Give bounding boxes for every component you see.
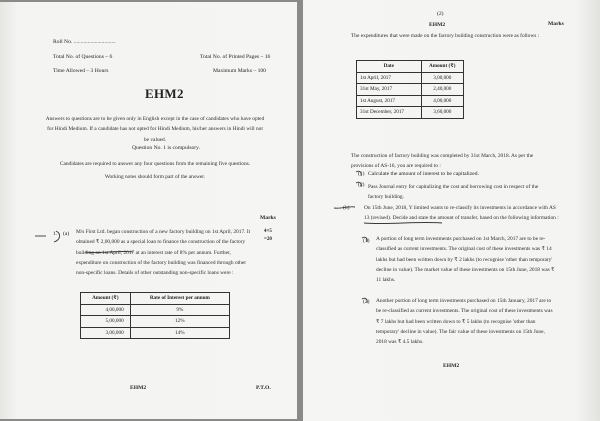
footer-pto: P.T.O. (256, 385, 271, 391)
table-row (81, 327, 230, 339)
table-cell: 3,00,000 (421, 72, 463, 84)
table-cell: 4,00,000 (81, 304, 131, 316)
requirement-1-label: (1) (358, 171, 365, 177)
maximum-marks: Maximum Marks – 100 (213, 68, 266, 74)
table-cell: 1st August, 2017 (357, 95, 422, 107)
table-row (81, 304, 230, 316)
footer-paper-code: EHM2 (443, 363, 460, 369)
table-cell: 9% (130, 304, 229, 316)
question-1a-text: M/s First Ltd. began construction of a new factory building on 1st April, 2017. It obtained ₹ 2,00,000 as a special loan to finance the construction of the factory building on 1st April, 2017 at an interest rate of 8% per annum. Further, expenditure on construction of the factory building was financed through other non-specific loans. Details of other outstanding non-specific loans were : (76, 229, 251, 277)
pen-annotation-mark (34, 228, 64, 244)
question-paper-page-2 (303, 0, 600, 421)
roll-number-field: Roll No. .............................. (53, 39, 116, 45)
loan-table (80, 292, 230, 339)
table-row (357, 95, 464, 107)
table-cell: 5,00,000 (81, 316, 131, 328)
table-cell: 14% (130, 327, 229, 339)
table-header-cell: Rate of Interest per annum (130, 293, 229, 305)
table-cell: 12% (130, 316, 229, 328)
question-paper-page-1 (0, 2, 297, 419)
page-number: (2) (437, 11, 444, 17)
point-2-text: Another portion of long term investments purchased on 15th January, 2017 are to be re-classified as current investments. The original cost of these investments was ₹ 7 lakhs but had been written down to ₹ 5 lakhs (to recognise 'other than temporary' decline in value). The fair value of these investments on 15th June, 2018 was ₹ 4.5 lakhs. (376, 298, 553, 346)
table-cell: 2,40,000 (421, 84, 463, 96)
total-questions: Total No. of Questions – 6 (53, 54, 113, 60)
total-printed-pages: Total No. of Printed Pages – 16 (200, 54, 271, 60)
table-row (357, 107, 464, 119)
table-header-cell: Amount (₹) (421, 61, 463, 73)
table-cell: 1st April, 2017 (357, 72, 422, 84)
table-header-cell: Date (357, 61, 422, 73)
table-cell: 3,60,000 (421, 107, 463, 119)
question-marks: 4×5 =20 (264, 229, 272, 242)
requirement-1-text: Calculate the amount of interest to be capitalized. (368, 171, 479, 177)
table-cell: 4,00,000 (421, 95, 463, 107)
table-cell: 3,00,000 (81, 327, 131, 339)
table-header-row (357, 61, 464, 73)
table-cell: 31st May, 2017 (357, 84, 422, 96)
candidates-note: Candidates are required to answer any four questions from the remaining five questions. (59, 161, 251, 167)
instructions-text: Answers to questions are to be given only in English except in the case of candidates who have opted for Hindi Medium. If a candidate has not opted for Hindi Medium, his/her answers in Hindi will not be valued. (45, 116, 265, 143)
header-paper-code: EHM2 (429, 22, 446, 28)
paper-code-title: EHM2 (145, 86, 184, 101)
table-row (81, 316, 230, 328)
pen-annotation-mark (333, 200, 363, 214)
working-notes-note: Working notes should form part of the answer. (104, 174, 206, 180)
pen-underline-mark (363, 220, 443, 226)
point-2-label: (2) (363, 299, 370, 305)
table-row (357, 72, 464, 84)
marks-column-header: Marks (260, 215, 276, 221)
requirement-2-label: (2) (358, 182, 365, 188)
part-b-label: (b) (343, 205, 350, 211)
requirement-2-text: Pass Journal entry for capitalizing the cost and borrowing cost in respect of the factory building. (368, 184, 539, 201)
table-cell: 31st December, 2017 (357, 107, 422, 119)
table-header-cell: Amount (₹) (81, 293, 131, 305)
marks-column-header: Marks (548, 21, 564, 27)
pen-underline-mark (84, 249, 134, 255)
pen-tick-mark (359, 232, 373, 308)
time-allowed: Time Allowed – 3 Hours (53, 68, 109, 74)
expenditure-intro-text: The expenditures that were made on the factory building construction were as follows : (351, 33, 540, 39)
point-1-text: A portion of long term investments purchased on 1st March, 2017 are to be re-classified as current investments. The original cost of these investments was ₹ 14 lakhs but had been written down by ₹ 2 lakhs (to recognise 'other than temporary' decline in value). The market value of these investments on 15th June, 2018 was ₹ 11 lakhs. (376, 236, 555, 284)
table-row (357, 84, 464, 96)
point-1-label: (1) (363, 238, 370, 244)
footer-paper-code: EHM2 (130, 385, 147, 391)
pen-tick-mark (353, 167, 367, 193)
part-b-text: On 15th June, 2018, Y limited wants to re-classify its investments in accordance with AS 13 (revised). Decide and state the amount of transfer, based on the following information : (364, 205, 559, 222)
completion-text: The construction of factory building was completed by 31st March, 2018. As per the provisions of AS-16, you are required to : (351, 153, 534, 170)
question-number: 1. (53, 231, 58, 237)
expenditure-table (356, 60, 464, 119)
table-header-row (81, 293, 230, 305)
compulsory-note: Question No. 1 is compulsory. (132, 145, 201, 151)
question-part-label: (a) (63, 231, 70, 237)
